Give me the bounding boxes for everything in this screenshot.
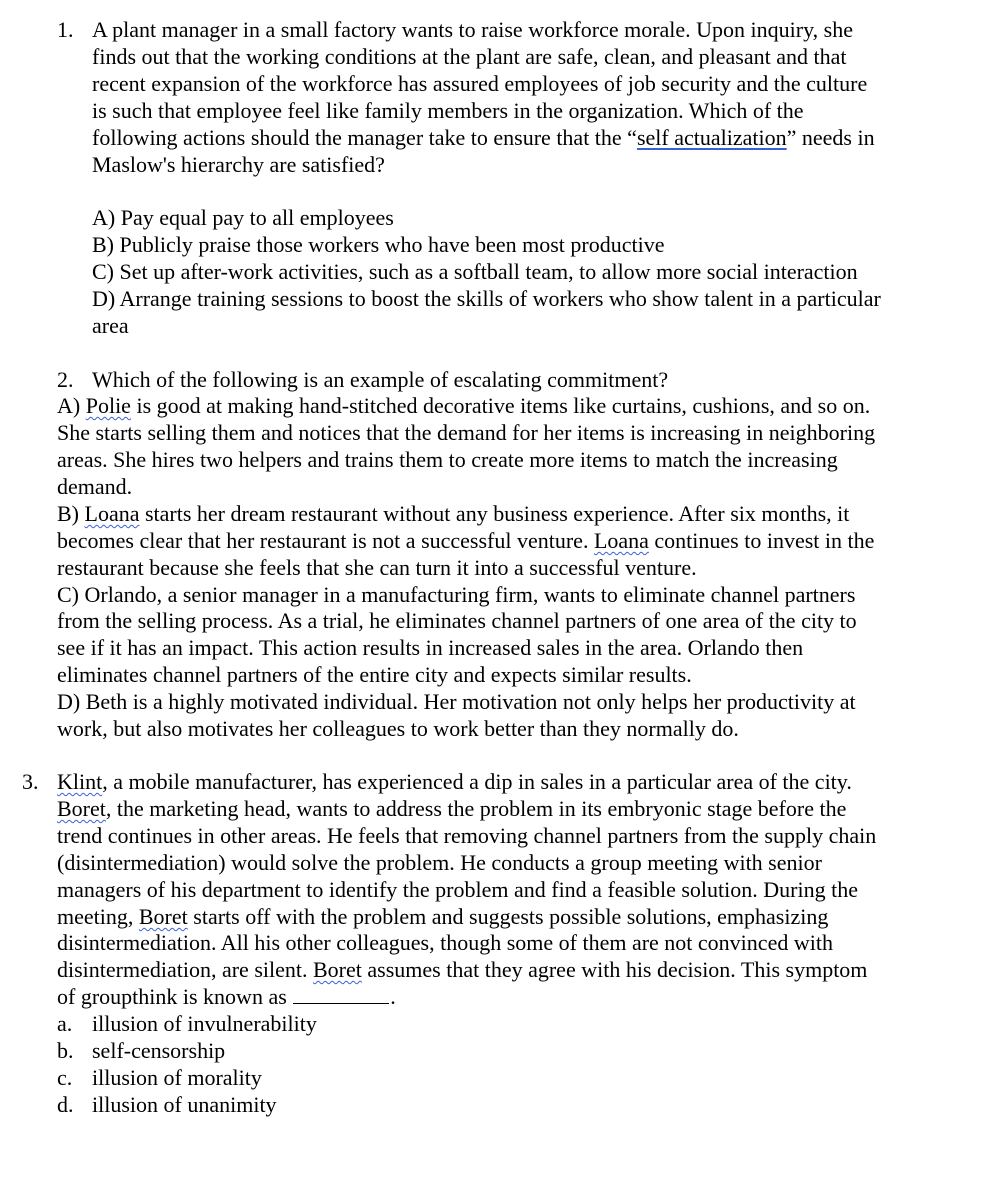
question-3-stem-line: disintermediation, are silent. Boret assumes that they agree with his decision. This symptom <box>57 957 868 982</box>
question-1-stem-line: finds out that the working conditions at the plant are safe, clean, and pleasant and that <box>92 44 847 69</box>
question-3-option-a: illusion of invulnerability <box>92 1011 317 1036</box>
question-1-stem-line: is such that employee feel like family members in the organization. Which of the <box>92 98 804 123</box>
question-1-option-a: A) Pay equal pay to all employees <box>92 205 394 230</box>
question-3-option-c: illusion of morality <box>92 1065 262 1090</box>
question-2-option-a-line: She starts selling them and notices that the demand for her items is increasing in neighboring <box>57 420 876 445</box>
question-3-stem-line: Boret, the marketing head, wants to address the problem in its embryonic stage before the <box>57 796 847 821</box>
question-2-option-b-line: becomes clear that her restaurant is not a successful venture. Loana continues to invest in the <box>57 528 875 553</box>
question-2-option-a-line: demand. <box>57 474 133 499</box>
misspelled-name: Polie <box>85 393 131 418</box>
question-1-stem-line: following actions should the manager take to ensure that the “self actualization” needs in <box>92 125 875 150</box>
question-3-number: 3. <box>22 769 39 794</box>
answer-blank <box>293 985 389 1004</box>
question-3-option-b: self-censorship <box>92 1038 226 1063</box>
question-3-stem-line: trend continues in other areas. He feels that removing channel partners from the supply chain <box>57 823 877 848</box>
question-1-number: 1. <box>57 17 74 42</box>
question-3-option-label: b. <box>57 1038 74 1063</box>
question-2-option-c-line: from the selling process. As a trial, he eliminates channel partners of one area of the city to <box>57 608 857 633</box>
question-2-option-a-line: areas. She hires two helpers and trains them to create more items to match the increasing <box>57 447 838 472</box>
question-1-stem-line: recent expansion of the workforce has assured employees of job security and the culture <box>92 71 868 96</box>
misspelled-name: Boret <box>57 796 106 821</box>
question-3-option-label: d. <box>57 1092 74 1117</box>
question-3-stem-line: of groupthink is known as . <box>57 984 396 1009</box>
question-2-option-c-line: eliminates channel partners of the entire city and expects similar results. <box>57 662 692 687</box>
self-actualization-term: self actualization <box>636 125 787 150</box>
question-3-stem-line: managers of his department to identify the problem and find a feasible solution. During the <box>57 877 858 902</box>
question-3-stem-line: Klint, a mobile manufacturer, has experienced a dip in sales in a particular area of the city. <box>57 769 852 794</box>
question-3-option-d: illusion of unanimity <box>92 1092 277 1117</box>
question-3-stem-line: (disintermediation) would solve the problem. He conducts a group meeting with senior <box>57 850 822 875</box>
question-2-option-c-line: see if it has an impact. This action results in increased sales in the area. Orlando then <box>57 635 804 660</box>
question-2-option-a: A) Polie is good at making hand-stitched decorative items like curtains, cushions, and so on. <box>57 393 871 418</box>
question-2-option-c: C) Orlando, a senior manager in a manufacturing firm, wants to eliminate channel partners <box>57 582 856 607</box>
misspelled-name: Loana <box>593 528 649 553</box>
question-1-option-d: D) Arrange training sessions to boost the skills of workers who show talent in a particular <box>92 286 881 311</box>
question-2-number: 2. <box>57 367 74 392</box>
question-3-option-label: a. <box>57 1011 73 1036</box>
misspelled-name: Boret <box>138 904 188 929</box>
question-1-option-b: B) Publicly praise those workers who have been most productive <box>92 232 665 257</box>
question-1-option-c: C) Set up after-work activities, such as a softball team, to allow more social interaction <box>92 259 858 284</box>
misspelled-name: Boret <box>313 957 362 982</box>
misspelled-name: Klint <box>57 769 103 794</box>
question-1-option-d-continued: area <box>92 313 129 338</box>
question-2-option-d: D) Beth is a highly motivated individual. Her motivation not only helps her productivity at <box>57 689 856 714</box>
question-3-option-label: c. <box>57 1065 73 1090</box>
question-2-option-d-line: work, but also motivates her colleagues to work better than they normally do. <box>57 716 739 741</box>
question-3-stem-line: meeting, Boret starts off with the problem and suggests possible solutions, emphasizing <box>57 904 829 929</box>
misspelled-name: Loana <box>84 501 140 526</box>
question-1-stem-line: Maslow's hierarchy are satisfied? <box>92 152 385 177</box>
question-2-option-b: B) Loana starts her dream restaurant without any business experience. After six months, it <box>57 501 850 526</box>
question-3-stem-line: disintermediation. All his other colleagues, though some of them are not convinced with <box>57 930 833 955</box>
question-1-stem-line: A plant manager in a small factory wants to raise workforce morale. Upon inquiry, she <box>92 17 854 42</box>
question-2-stem: Which of the following is an example of escalating commitment? <box>92 367 669 392</box>
question-2-option-b-line: restaurant because she feels that she can turn it into a successful venture. <box>57 555 697 580</box>
